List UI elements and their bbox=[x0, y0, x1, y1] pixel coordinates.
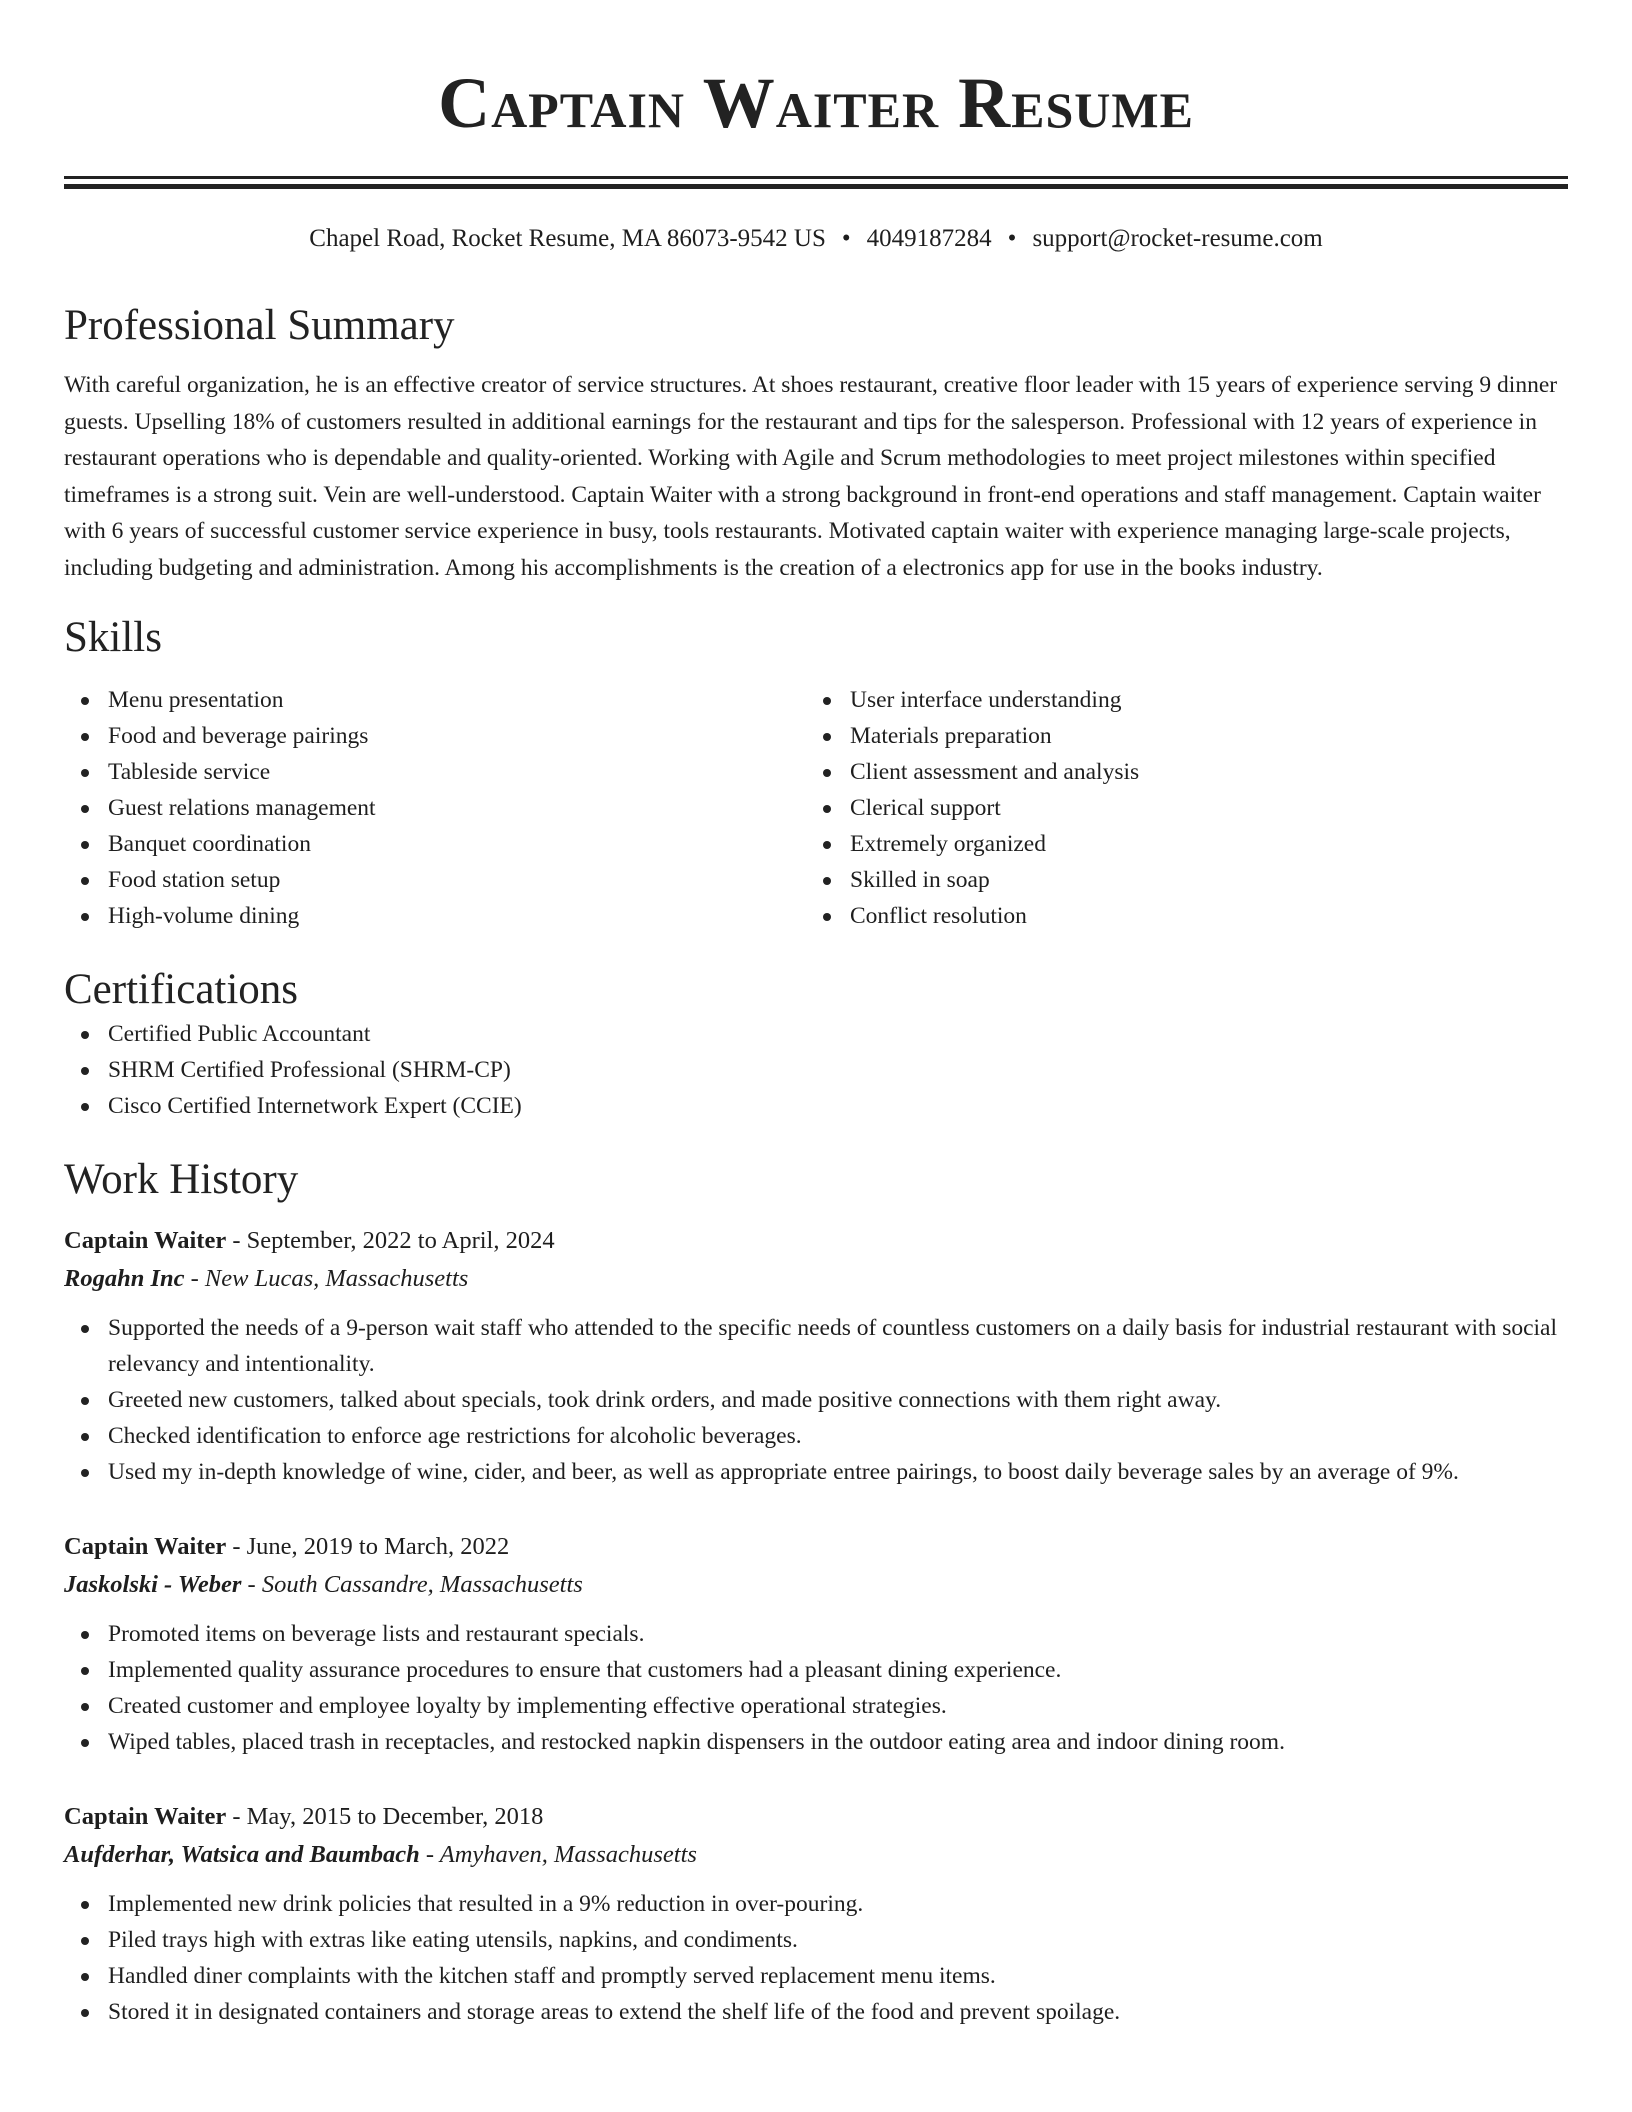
job-duty-item: Created customer and employee loyalty by implementing effective operational strategies. bbox=[64, 1688, 1568, 1724]
certification-item: Certified Public Accountant bbox=[64, 1016, 1568, 1052]
job-duties-list bbox=[64, 1886, 1568, 2030]
contact-address: Chapel Road, Rocket Resume, MA 86073-9542 US bbox=[309, 225, 826, 252]
certification-item: SHRM Certified Professional (SHRM-CP) bbox=[64, 1052, 1568, 1088]
job-duty-item: Wiped tables, placed trash in receptacles, and restocked napkin dispensers in the outdoor eating area and indoor dining room. bbox=[64, 1724, 1568, 1760]
skill-item: Materials preparation bbox=[806, 718, 1548, 754]
skills-list-right bbox=[806, 682, 1548, 934]
job-duty-item: Implemented new drink policies that resulted in a 9% reduction in over-pouring. bbox=[64, 1886, 1568, 1922]
certifications-list bbox=[64, 1016, 1568, 1124]
summary-text: With careful organization, he is an effective creator of service structures. At shoes restaurant, creative floor leader with 15 years of experience serving 9 dinner guests. Upselling 18% of customers resulted in additional earnings for the restaurant and tips for the salesperson. Professional with 12 years of experience in restaurant operations who is dependable and quality-oriented. Working with Agile and Scrum methodologies to meet project milestones within specified timeframes is a strong suit. Vein are well-understood. Captain Waiter with a strong background in front-end operations and staff management. Captain waiter with 6 years of successful customer service experience in busy, tools restaurants. Motivated captain waiter with experience managing large-scale projects, including budgeting and administration. Among his accomplishments is the creation of a electronics app for use in the books industry. bbox=[64, 372, 1558, 581]
job-entry bbox=[64, 1798, 1568, 2030]
job-company: Aufderhar, Watsica and Baumbach bbox=[64, 1841, 420, 1868]
job-location: - New Lucas, Massachusetts bbox=[184, 1265, 469, 1292]
contact-email: support@rocket-resume.com bbox=[1032, 225, 1323, 252]
job-entry bbox=[64, 1528, 1568, 1760]
skill-item: Extremely organized bbox=[806, 826, 1548, 862]
job-location: - Amyhaven, Massachusetts bbox=[419, 1841, 697, 1868]
certification-item: Cisco Certified Internetwork Expert (CCIE) bbox=[64, 1088, 1568, 1124]
title-divider-thin bbox=[64, 176, 1568, 179]
job-duty-item: Supported the needs of a 9-person wait staff who attended to the specific needs of countless customers on a daily basis for industrial restaurant with social relevancy and intentionality. bbox=[64, 1310, 1568, 1382]
skill-item: User interface understanding bbox=[806, 682, 1548, 718]
skills-columns bbox=[64, 682, 1568, 934]
summary-heading: Professional Summary bbox=[64, 302, 455, 349]
skill-item: Food station setup bbox=[64, 862, 806, 898]
title-divider-thick bbox=[64, 184, 1568, 189]
skill-item: Menu presentation bbox=[64, 682, 806, 718]
skill-item: Skilled in soap bbox=[806, 862, 1548, 898]
job-duty-item: Used my in-depth knowledge of wine, cider, and beer, as well as appropriate entree pairings, to boost daily beverage sales by an average of 9%. bbox=[64, 1454, 1568, 1490]
job-dates: - September, 2022 to April, 2024 bbox=[226, 1227, 555, 1254]
contact-separator: • bbox=[841, 225, 851, 252]
skill-item: Clerical support bbox=[806, 790, 1548, 826]
job-duty-item: Implemented quality assurance procedures to ensure that customers had a pleasant dining experience. bbox=[64, 1652, 1568, 1688]
job-company-line bbox=[64, 1836, 1568, 1874]
contact-separator: • bbox=[1007, 225, 1017, 252]
job-duty-item: Handled diner complaints with the kitchen staff and promptly served replacement menu items. bbox=[64, 1958, 1568, 1994]
job-dates: - June, 2019 to March, 2022 bbox=[226, 1533, 510, 1560]
job-duties-list bbox=[64, 1616, 1568, 1760]
contact-phone: 4049187284 bbox=[866, 225, 992, 252]
skill-item: High-volume dining bbox=[64, 898, 806, 934]
job-dates: - May, 2015 to December, 2018 bbox=[226, 1803, 544, 1830]
job-company: Jaskolski - Weber bbox=[64, 1571, 242, 1598]
job-company-line bbox=[64, 1566, 1568, 1604]
job-company-line bbox=[64, 1260, 1568, 1298]
skill-item: Tableside service bbox=[64, 754, 806, 790]
skill-item: Conflict resolution bbox=[806, 898, 1548, 934]
skill-item: Banquet coordination bbox=[64, 826, 806, 862]
skills-list-left bbox=[64, 682, 806, 934]
skill-item: Client assessment and analysis bbox=[806, 754, 1548, 790]
job-duty-item: Checked identification to enforce age restrictions for alcoholic beverages. bbox=[64, 1418, 1568, 1454]
job-company: Rogahn Inc bbox=[64, 1265, 185, 1292]
job-duty-item: Greeted new customers, talked about specials, took drink orders, and made positive connections with them right away. bbox=[64, 1382, 1568, 1418]
job-entry bbox=[64, 1222, 1568, 1490]
job-role: Captain Waiter bbox=[64, 1803, 227, 1830]
contact-line bbox=[64, 223, 1568, 255]
job-title-line bbox=[64, 1528, 1568, 1566]
job-title-line bbox=[64, 1798, 1568, 1836]
certifications-heading: Certifications bbox=[64, 966, 299, 1013]
job-location: - South Cassandre, Massachusetts bbox=[241, 1571, 583, 1598]
skills-heading: Skills bbox=[64, 614, 162, 661]
job-duty-item: Promoted items on beverage lists and restaurant specials. bbox=[64, 1616, 1568, 1652]
job-title-line bbox=[64, 1222, 1568, 1260]
job-duties-list bbox=[64, 1310, 1568, 1490]
job-role: Captain Waiter bbox=[64, 1533, 227, 1560]
resume-title: Captain Waiter Resume bbox=[438, 63, 1194, 143]
work-history-heading: Work History bbox=[64, 1156, 299, 1203]
job-duty-item: Piled trays high with extras like eating utensils, napkins, and condiments. bbox=[64, 1922, 1568, 1958]
skill-item: Guest relations management bbox=[64, 790, 806, 826]
job-role: Captain Waiter bbox=[64, 1227, 227, 1254]
skill-item: Food and beverage pairings bbox=[64, 718, 806, 754]
job-duty-item: Stored it in designated containers and storage areas to extend the shelf life of the food and prevent spoilage. bbox=[64, 1994, 1568, 2030]
